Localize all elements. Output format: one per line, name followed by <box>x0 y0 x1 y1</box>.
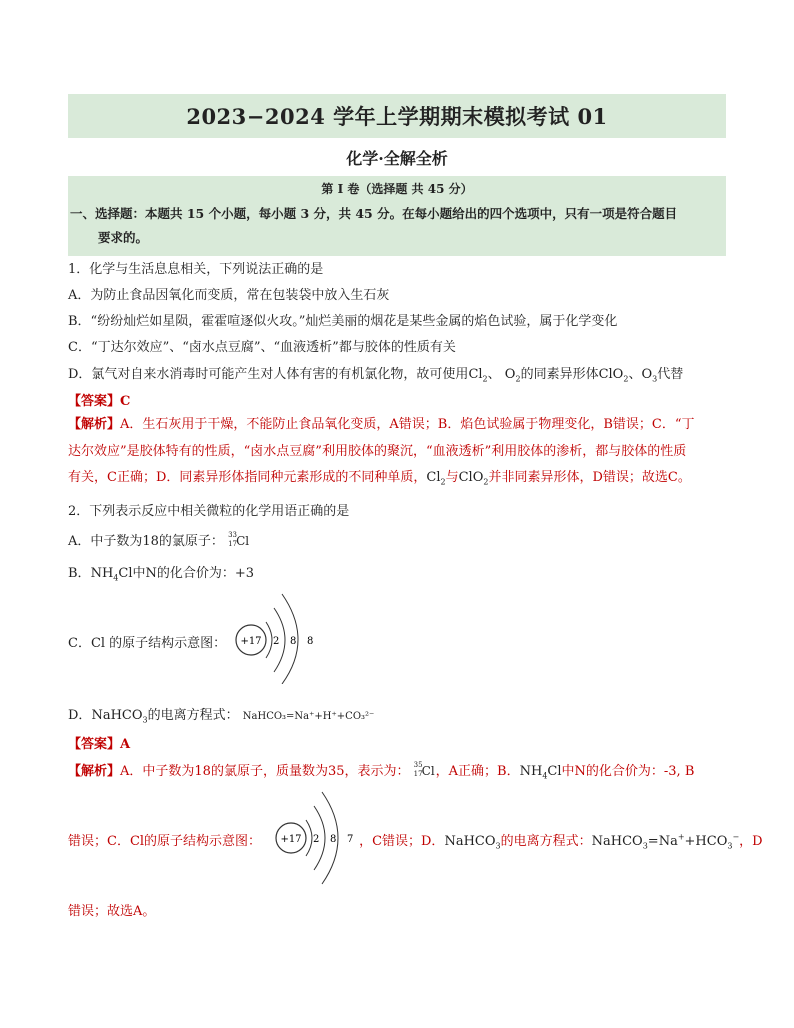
shell-electrons-2: 8 <box>330 834 337 845</box>
nucleus-charge: +17 <box>240 636 262 647</box>
shell-electrons-3: 7 <box>347 834 354 845</box>
page-subtitle: 化学·全解全析 <box>346 149 448 168</box>
q2-explanation-line1: 【解析】A．中子数为18的氯原子，质量数为35，表示为： 35 17 Cl ，A正确；B．$NH_4Cl$中N的化合价为：-3, B <box>68 760 695 781</box>
q2-option-a: A．中子数为18的氯原子： 33 17 Cl <box>68 530 250 549</box>
title-band <box>68 94 726 138</box>
q2-explanation-line2: 错误；C．Cl的原子结构示意图： ，C错误；D．NaHCO$_3$的电离方程式：$NaHCO_3=Na^++HCO_3^-$，D <box>68 832 763 851</box>
equation-wrong: NaHCO₃=Na⁺+H⁺+CO₃²⁻ <box>242 711 375 722</box>
atom-diagram-cl-288 <box>230 588 330 684</box>
q1-option-c: C．“丁达尔效应”、“卤水点豆腐”、“血液透析”都与胶体的性质有关 <box>68 340 456 355</box>
shell-electrons-2: 8 <box>290 636 297 647</box>
shell-electrons-3: 8 <box>307 636 314 647</box>
section-header <box>68 176 726 256</box>
q2-explanation-line3: 错误；故选A。 <box>68 904 156 919</box>
shell-arc-1 <box>266 622 272 658</box>
q1-option-a: A．为防止食品因氧化而变质，常在包装袋中放入生石灰 <box>68 288 390 303</box>
section-title: 第 I 卷（选择题 共 45 分） <box>321 182 473 196</box>
nucleus-charge: +17 <box>280 834 302 845</box>
q1-option-b: B．“纷纷灿烂如星陨，霍霍喧逐似火攻。”灿烂美丽的烟花是某些金属的焰色试验，属于化学变化 <box>68 314 618 329</box>
q1-answer: 【答案】C <box>68 394 131 409</box>
q1-explanation: 【解析】A．生石灰用于干燥，不能防止食品氧化变质，A错误；B．焰色试验属于物理变化，B错误；C．“丁 达尔效应”是胶体特有的性质，“卤水点豆腐”利用胶体的聚沉，“血液透析”利用胶体的渗析，都与胶体的性质 有关，C正确；D．同素异形体指同种元素形成的不同种单质，$Cl_2$与ClO$_2$并非同素异形体，D错误；故选C。 <box>68 417 695 487</box>
q2-option-b: B．$NH_4Cl$中N的化合价为：+3 <box>68 566 255 583</box>
section-description: 一、选择题：本题共 15 个小题，每小题 3 分，共 45 分。在每小题给出的四个选项中，只有一项是符合题目 要求的。 <box>70 206 678 245</box>
q2-answer: 【答案】A <box>68 737 131 752</box>
q1-option-d: D．氯气对自来水消毒时可能产生对人体有害的有机氯化物，故可使用$Cl_2$、 $O_2$的同素异形体ClO$_2$、$O_3$代替 <box>68 367 684 384</box>
q1-stem: 1．化学与生活息息相关，下列说法正确的是 <box>68 262 324 277</box>
page-title: 2023−2024 学年上学期期末模拟考试 01 <box>186 104 608 129</box>
q2-option-c: C．Cl 的原子结构示意图： <box>68 636 227 651</box>
q2-stem: 2．下列表示反应中相关微粒的化学用语正确的是 <box>68 504 350 519</box>
atom-diagram-cl-287 <box>270 790 370 886</box>
q2-option-d: D．NaHCO$_3$的电离方程式： NaHCO₃=Na⁺+H⁺+CO₃²⁻ <box>68 708 375 725</box>
shell-electrons-1: 2 <box>273 636 280 647</box>
isotope-cl33: 33 17 Cl <box>228 530 250 548</box>
shell-electrons-1: 2 <box>313 834 320 845</box>
isotope-cl35: 35 17 Cl <box>413 760 435 778</box>
shell-arc-1 <box>306 820 312 856</box>
